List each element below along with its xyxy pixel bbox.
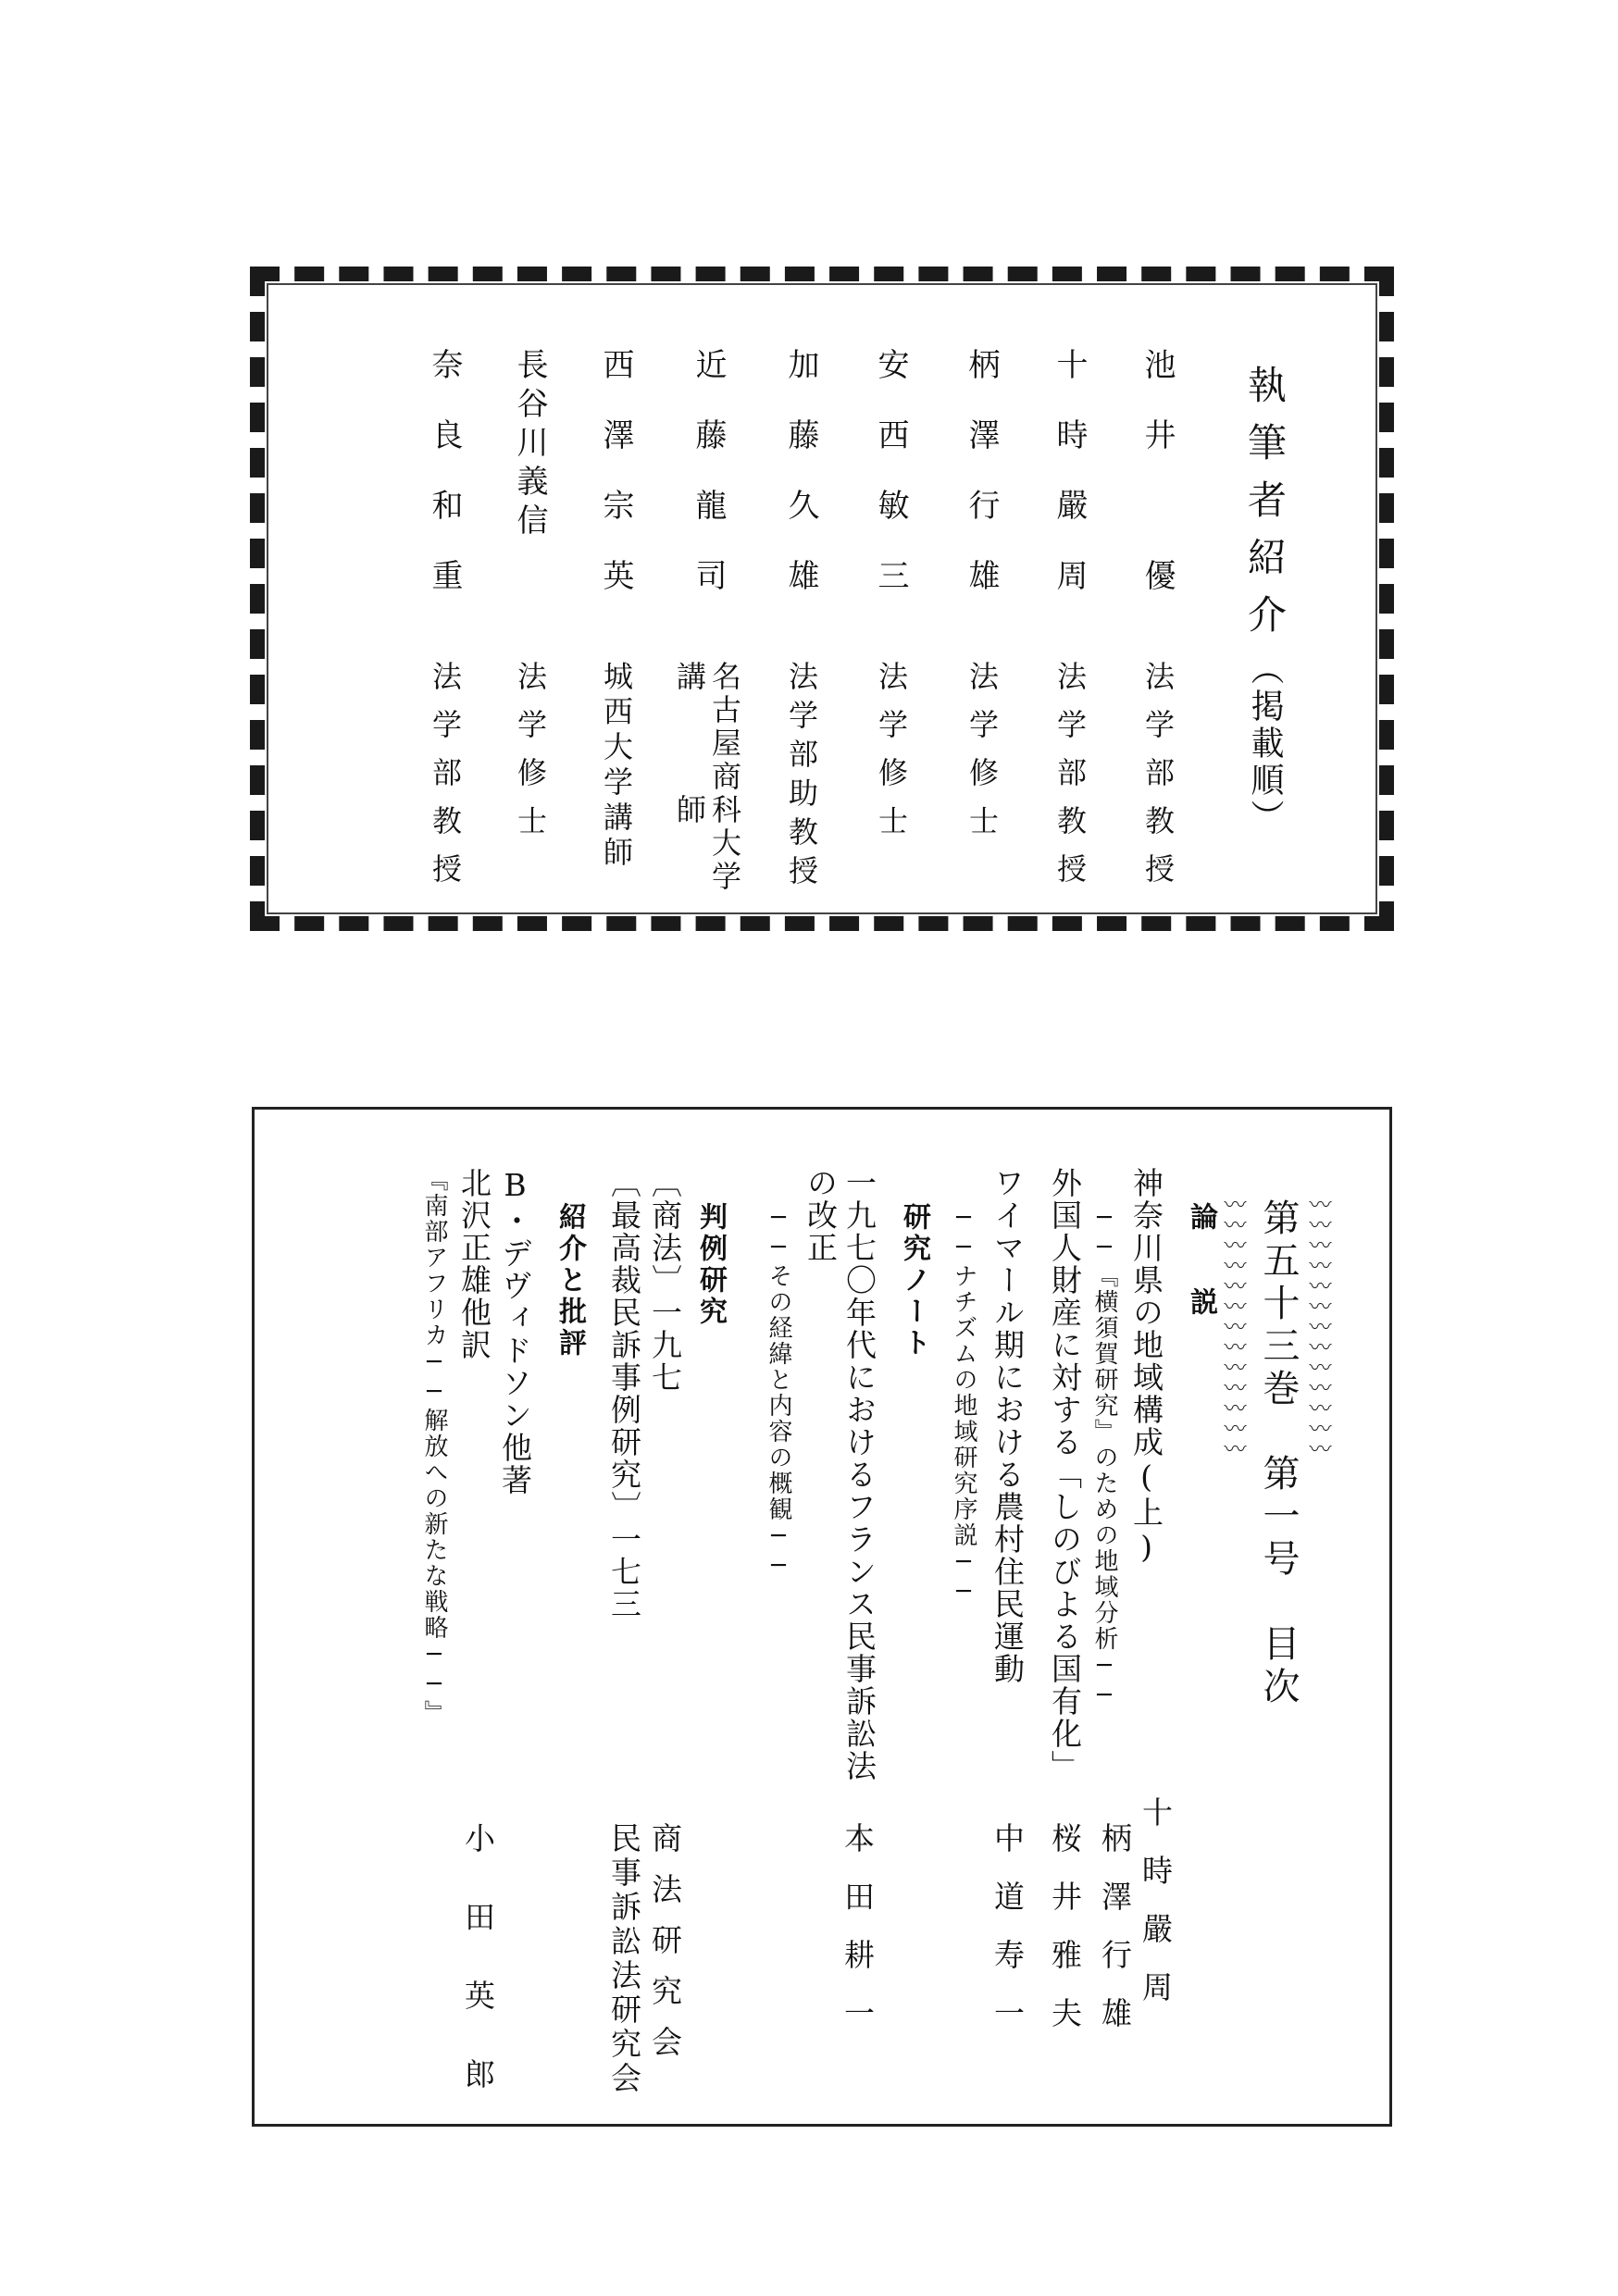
contributor-affiliation: 法学部助教授 bbox=[784, 661, 819, 894]
toc-entry-subtitle: ──ナチズムの地域研究序説── bbox=[950, 1204, 977, 1607]
toc-entry-title: 外国人財産に対する「しのびよる国有化」 bbox=[1047, 1167, 1083, 1782]
toc-entry-subtitle: ──その経緯と内容の概観── bbox=[765, 1204, 792, 1582]
section-heading-ronsetsu: 論 説 bbox=[1185, 1202, 1217, 1330]
contributors-title-note: （掲載順） bbox=[1246, 652, 1284, 837]
decorative-wave-border: 〰〰〰〰〰〰〰〰〰〰〰〰〰 bbox=[1305, 1193, 1331, 1458]
contributor-name: 近藤龍司 bbox=[690, 348, 727, 629]
section-heading-shokai: 紹介と批評 bbox=[554, 1202, 586, 1359]
toc-entry-title: 一九七〇年代におけるフランス民事訴訟法 bbox=[841, 1167, 877, 1782]
toc-entry-author: 民事訴訟法研究会 bbox=[606, 1822, 642, 2096]
contributor-affiliation: 法学修士 bbox=[965, 661, 1000, 853]
contributor-affiliation-line1: 名古屋商科大学 bbox=[707, 661, 742, 894]
toc-entry-title: 神奈川県の地域構成(上) bbox=[1128, 1167, 1164, 1567]
contributors-panel bbox=[250, 267, 1394, 931]
contributor-name: 十時嚴周 bbox=[1051, 348, 1088, 629]
contributor-affiliation-line2: 講 師 bbox=[672, 661, 707, 827]
toc-entry-subtitle: ──『横須賀研究』のための地域分析── bbox=[1090, 1204, 1118, 1711]
contributor-name: 柄澤行雄 bbox=[963, 348, 1000, 629]
contributor-name: 奈良和重 bbox=[426, 348, 463, 629]
toc-entry-author: 商法研究会 bbox=[647, 1822, 683, 2077]
toc-entry-title: の改正 bbox=[803, 1167, 839, 1264]
toc-entry-author: 中道寿一 bbox=[989, 1822, 1026, 2055]
section-heading-hanrei: 判例研究 bbox=[694, 1202, 727, 1328]
toc-entry-author: 本田耕一 bbox=[840, 1822, 876, 2055]
contributors-title: 執筆者紹介（掲載順） bbox=[1242, 365, 1288, 837]
contributor-name: 安西敏三 bbox=[872, 348, 909, 629]
toc-entry-title: 〔最高裁民訴事例研究〕一七三 bbox=[606, 1167, 642, 1620]
toc-entry-title: ワイマール期における農村住民運動 bbox=[989, 1167, 1026, 1685]
toc-entry-author: 十時嚴周 bbox=[1138, 1796, 1174, 2029]
toc-entry-subtitle: 『南部アフリカ──解放への新たな戦略──』 bbox=[420, 1167, 448, 1726]
contributor-affiliation: 法学部教授 bbox=[1140, 661, 1176, 901]
toc-entry-translator: 北沢正雄他訳 bbox=[456, 1167, 492, 1361]
contributor-affiliation: 法学修士 bbox=[874, 661, 909, 853]
toc-entry-author: 小田英郎 bbox=[460, 1822, 496, 2137]
toc-entry-title: 〔商法〕一九七 bbox=[647, 1167, 683, 1394]
contributor-affiliation: 法学部教授 bbox=[1052, 661, 1088, 901]
contributor-name: 長谷川義信 bbox=[511, 348, 548, 542]
contributor-affiliation: 法学部教授 bbox=[428, 661, 463, 901]
toc-entry-author: 桜井雅夫 bbox=[1047, 1822, 1083, 2055]
contributor-name: 池井 優 bbox=[1139, 348, 1176, 629]
toc-entry-author: 柄澤行雄 bbox=[1097, 1822, 1133, 2055]
toc-entry-title: B・デヴィドソン他著 bbox=[497, 1167, 533, 1496]
contributor-name: 加藤久雄 bbox=[782, 348, 819, 629]
table-of-contents-panel bbox=[252, 1107, 1392, 2137]
contributor-affiliation: 法学修士 bbox=[513, 661, 548, 853]
toc-heading: 第五十三巻 第一号 目次 bbox=[1257, 1198, 1300, 1709]
decorative-wave-border: 〰〰〰〰〰〰〰〰〰〰〰〰〰 bbox=[1220, 1193, 1246, 1458]
section-heading-kenkyu-note: 研究ノート bbox=[898, 1202, 930, 1359]
contributor-affiliation: 城西大学講師 bbox=[599, 661, 634, 872]
contributor-name: 西澤宗英 bbox=[597, 348, 634, 629]
